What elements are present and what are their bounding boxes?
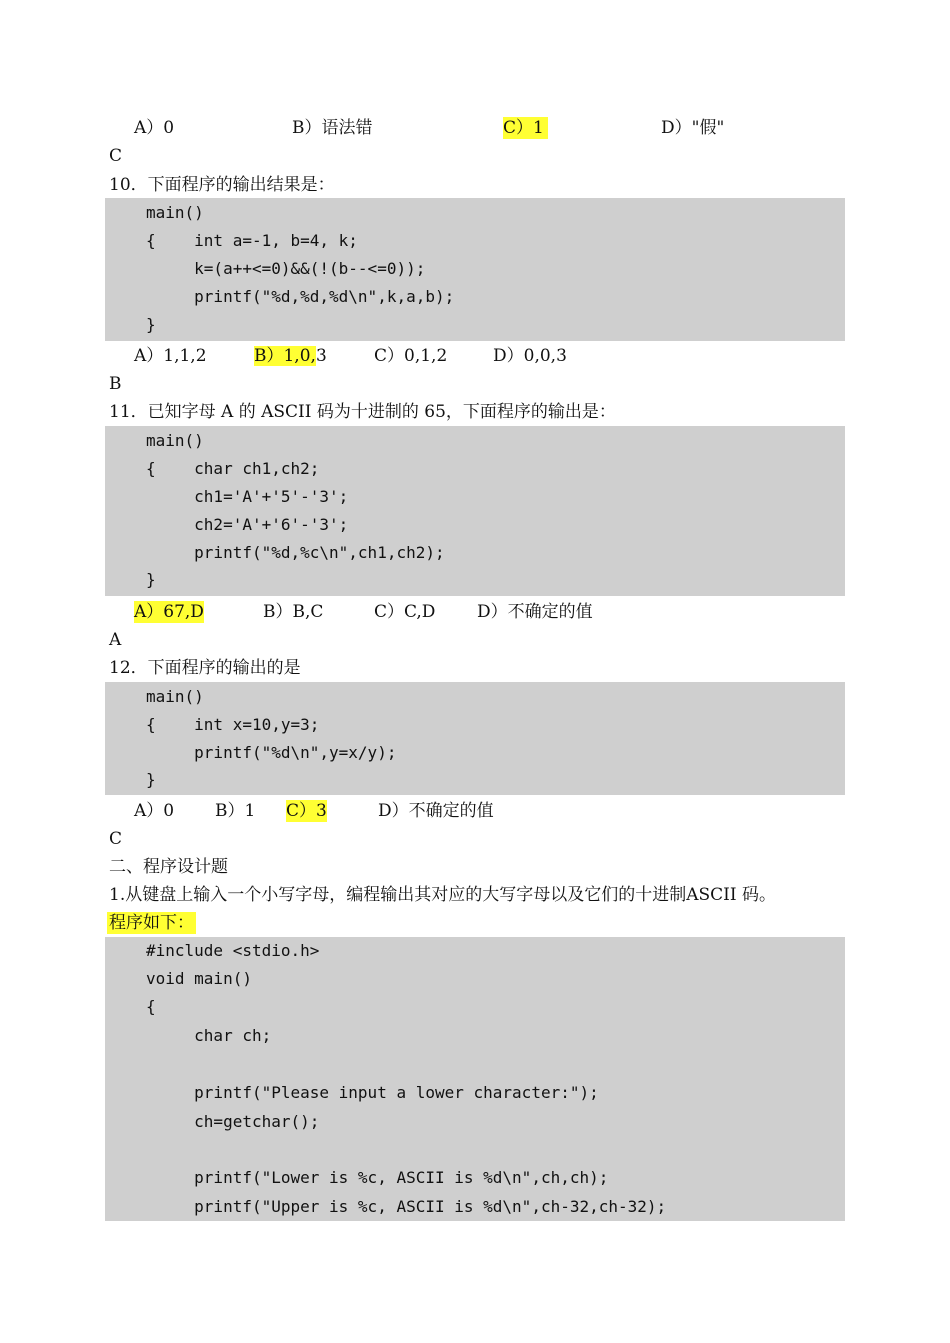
code-line: main() [146, 687, 204, 706]
design-question-1: 1.从键盘上输入一个小写字母，编程输出其对应的大写字母以及它们的十进制ASCII 码。 [109, 885, 776, 905]
q10-option-b-rest: 3 [315, 346, 327, 366]
code-line: main() [146, 203, 204, 222]
q10-option-c: C）0,1,2 [374, 346, 448, 366]
code-line: main() [146, 431, 204, 450]
code-line: printf("%d,%c\n",ch1,ch2); [146, 543, 445, 562]
q10-question: 10．下面程序的输出结果是： [109, 175, 335, 195]
q12-code-block [105, 682, 845, 795]
q12-option-b: B）1 [215, 801, 256, 821]
q9-option-d: D）"假" [661, 118, 725, 138]
code-line: ch=getchar(); [146, 1112, 320, 1131]
code-line: { char ch1,ch2; [146, 459, 320, 478]
q12-question: 12．下面程序的输出的是 [109, 658, 301, 678]
q9-option-c: C）1 [503, 117, 548, 139]
q10-code-block [105, 198, 845, 341]
q11-option-b: B）B,C [263, 602, 324, 622]
code-line: } [146, 570, 156, 589]
q10-option-b-highlight: B）1,0, [254, 346, 316, 366]
program-label: 程序如下： [109, 913, 194, 933]
program-code-block [105, 937, 845, 1221]
code-line: { [146, 997, 156, 1016]
code-line: char ch; [146, 1026, 272, 1045]
q10-answer: B [109, 374, 122, 394]
code-line: printf("%d,%d,%d\n",k,a,b); [146, 287, 455, 306]
code-line: printf("%d\n",y=x/y); [146, 743, 397, 762]
code-line: void main() [146, 969, 252, 988]
q12-option-d: D）不确定的值 [378, 801, 494, 821]
code-line: ch2='A'+'6'-'3'; [146, 515, 349, 534]
q11-code-block [105, 426, 845, 596]
code-line: k=(a++<=0)&&(!(b--<=0)); [146, 259, 426, 278]
q9-answer: C [109, 146, 123, 166]
code-line: { int x=10,y=3; [146, 715, 320, 734]
q11-option-c: C）C,D [374, 602, 436, 622]
q12-option-c: C）3 [286, 801, 327, 821]
code-line: #include <stdio.h> [146, 941, 320, 960]
q11-option-a: A）67,D [134, 602, 204, 622]
q10-option-b [254, 345, 327, 367]
q9-option-b: B）语法错 [292, 118, 373, 138]
section-heading: 二、程序设计题 [109, 857, 228, 877]
code-line: printf("Lower is %c, ASCII is %d\n",ch,ch); [146, 1168, 609, 1187]
code-line: } [146, 315, 156, 334]
q11-question: 11．已知字母 A 的 ASCII 码为十进制的 65，下面程序的输出是： [109, 402, 616, 422]
code-line: printf("Upper is %c, ASCII is %d\n",ch-32,ch-32); [146, 1197, 667, 1216]
q10-option-a: A）1,1,2 [134, 346, 207, 366]
q11-answer: A [109, 630, 122, 650]
q12-option-a: A）0 [134, 801, 175, 821]
code-line: ch1='A'+'5'-'3'; [146, 487, 349, 506]
q9-option-a: A）0 [134, 118, 175, 138]
code-line: printf("Please input a lower character:"); [146, 1083, 599, 1102]
code-line: { int a=-1, b=4, k; [146, 231, 358, 250]
code-line: } [146, 770, 156, 789]
q10-option-d: D）0,0,3 [493, 346, 567, 366]
q11-option-d: D）不确定的值 [477, 602, 593, 622]
q12-answer: C [109, 829, 123, 849]
